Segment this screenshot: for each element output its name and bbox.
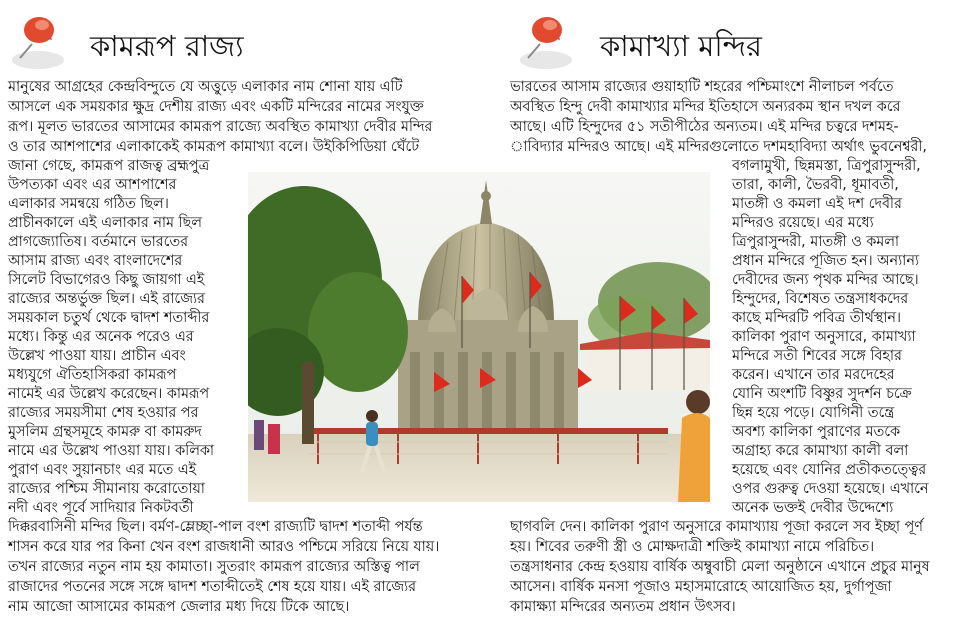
body-line: দিক্করবাসিনী মন্দির ছিল। বর্মণ-ম্লেচ্ছা-পাল বংশ রাজ্যটি দ্বাদশ শতাব্দী পর্যন্ত [8, 519, 423, 535]
body-line: মন্দিরও রয়েছে। এর মধ্যে [732, 215, 874, 231]
right-article-header [514, 10, 954, 72]
body-line: ছাগবলি দেন। কালিকা পুরাণ অনুসারে কামাখ্যায় পূজা করলে সব ইচ্ছা পূর্ণ [510, 519, 923, 535]
body-line: আছে। এটি হিন্দুদের ৫১ সতীপীঠের অন্যতম। এই মন্দির চত্বরে দশমহ- [510, 119, 899, 135]
body-line: বগলামুখী, ছিন্নমস্তা, ত্রিপুরাসুন্দরী, [732, 158, 921, 174]
body-line: সময়কাল চতুর্থ থেকে দ্বাদশ শতাব্দীর [8, 310, 210, 326]
body-line: নামে এর উল্লেখ পাওয়া যায়। কলিকা [8, 443, 215, 459]
body-line: অনেক ভক্তই দেবীর উদ্দেশ্যে [732, 500, 894, 516]
body-line: যোনি অংশটি বিষ্ণুর সুদর্শন চক্রে [732, 386, 912, 402]
left-article-header [6, 10, 476, 72]
body-line: রাজ্যের সময়সীমা শেষ হওয়ার পর [8, 405, 199, 421]
body-line: তন্ত্রসাধনার কেন্দ্র হওয়ায় বার্ষিক অম্বুবাচী মেলা অনুষ্ঠানে এখানে প্রচুর মানুষ [510, 559, 930, 575]
body-line: অবস্থিত হিন্দু দেবী কামাখ্যার মন্দির ইতিহাসে অন্যরকম স্থান দখল করে [510, 99, 901, 115]
body-line: পুরাণ এবং সুয়ানচাং এর মতে এই [8, 462, 197, 478]
temple-illustration [248, 172, 710, 502]
body-line: অগ্রাহ্য করে কামাখ্যা কালী বলা [732, 443, 909, 459]
article-heading: কামরূপ রাজ্য [90, 29, 244, 63]
body-line: দেবীদের জন্য পৃথক মন্দির আছে। [732, 272, 919, 288]
body-line: হিন্দুদের, বিশেষত তন্ত্রসাধকদের [732, 291, 909, 307]
body-line: প্রাগজ্যোতিষ। বর্তমানে ভারতের [8, 234, 188, 250]
body-line: হয়। শিবের তরুণী স্ত্রী ও মোক্ষদাত্রী শক্তিই কামাখ্যা নামে পরিচিত। [510, 539, 875, 555]
body-line: াবিদ্যার মন্দিরও আছে। এই মন্দিরগুলোতে দশমহাবিদ্যা অর্থাৎ ভুবনেশ্বরী, [510, 139, 927, 155]
body-line: আসলে এক সময়কার ক্ষুদ্র দেশীয় রাজ্য এবং একটি মন্দিরের নামের সংযুক্ত [8, 99, 424, 115]
body-line: ওপর গুরুত্ব দেওয়া হয়েছে। এখানে [732, 481, 929, 497]
body-line: করেন। এখানে তার মরদেহের [732, 367, 895, 383]
body-line: ছিন্ন হয়ে পড়ে। যোগিনী তন্ত্রে [732, 405, 895, 421]
body-line: কামাক্ষ্যা মন্দিরের অন্যতম প্রধান উৎসব। [510, 599, 736, 615]
body-line: মানুষের আগ্রহের কেন্দ্রবিন্দুতে যে অত্তুড়ে এলাকার নাম শোনা যায় এটি [8, 79, 403, 95]
body-line: মুসলিম গ্রন্থসমূহে কামরু বা কামরুদ [8, 424, 202, 440]
body-line: তখন রাজ্যের নতুন নাম হয় কামাতা। সুতরাং কামরূপ রাজ্যের অস্তিত্ব পাল [8, 559, 420, 575]
temple-photo [248, 172, 710, 502]
body-line: শাসন করে যার পর কিনা খেন বংশ রাজধানী আরও পশ্চিমে সরিয়ে নিয়ে যায়। [8, 539, 440, 555]
body-line: আসেন। বার্ষিক মনসা পূজাও মহাসমারোহে আয়োজিত হয়, দুর্গাপূজা [510, 579, 892, 595]
body-line: মধ্যযুগে ঐতিহাসিকরা কামরূপ [8, 367, 177, 383]
body-line: রাজ্যের পশ্চিম সীমানায় করোতোয়া [8, 481, 205, 497]
body-line: জানা গেছে, কামরূপ রাজত্ব ব্রহ্মপুত্র [8, 158, 210, 174]
body-line: মাতঙ্গী ও কমলা এই দশ দেবীর [732, 196, 902, 212]
push-pin-icon [6, 10, 68, 72]
body-line: উপত্যকা এবং এর আশপাশের [8, 177, 177, 193]
body-line: হয়েছে এবং যোনির প্রতীকতত্ত্বের [732, 462, 927, 478]
body-line: মন্দিরে সতী শিবের সঙ্গে বিহার [732, 348, 902, 364]
body-line: নাম আজো আসামের কামরূপ জেলার মধ্য দিয়ে টিকে আছে। [8, 599, 350, 615]
body-line: নামেই এর উল্লেখ করেছেন। কামরূপ [8, 386, 210, 402]
body-line: প্রাচীনকালে এই এলাকার নাম ছিল [8, 215, 202, 231]
article-heading: কামাখ্যা মন্দির [600, 29, 762, 63]
body-line: তারা, কালী, ভৈরবী, ধূমাবতী, [732, 177, 899, 193]
body-line: মধ্যে। কিন্তু এর অনেক পরেও এর [8, 329, 194, 345]
body-line: উল্লেখ পাওয়া যায়। প্রাচীন এবং [8, 348, 186, 364]
body-line: প্রধান মন্দিরে পূজিত হন। অন্যান্য [732, 253, 920, 269]
body-line: ত্রিপুরাসুন্দরী, মাতঙ্গী ও কমলা [732, 234, 900, 250]
body-line: ভারতের আসাম রাজ্যের গুয়াহাটি শহরের পশ্চিমাংশে নীলাচল পর্বতে [510, 79, 894, 95]
push-pin-icon [514, 10, 576, 72]
body-line: কালিকা পুরাণ অনুসারে, কামাখ্যা [732, 329, 916, 345]
body-line: কাছে মন্দিরটি পবিত্র তীর্থস্থান। [732, 310, 902, 326]
body-line: রাজ্যের অন্তর্ভুক্ত ছিল। এই রাজ্যের [8, 291, 205, 307]
body-line: নদী এবং পূর্বে সাদিয়ার নিকটবর্তী [8, 500, 194, 516]
body-line: এলাকার সমন্বয়ে গঠিত ছিল। [8, 196, 169, 212]
body-line: রাজাদের পতনের সঙ্গে সঙ্গে দ্বাদশ শতাব্দীতেই শেষ হয়ে যায়। এই রাজ্যের [8, 579, 417, 595]
body-line: ও তার আশপাশের এলাকাকেই কামরূপ কামাখ্যা বলে। উইকিপিডিয়া ঘেঁটে [8, 139, 420, 155]
body-line: আসাম রাজ্য এবং বাংলাদেশের [8, 253, 183, 269]
body-line: অবশ্য কালিকা পুরাণের মতকে [732, 424, 900, 440]
body-line: সিলেট বিভাগেরও কিছু জায়গা এই [8, 272, 205, 288]
body-line: রূপ। মূলত ভারতের আসামের কামরূপ রাজ্যে অবস্থিত কামাখ্যা দেবীর মন্দির [8, 119, 433, 135]
